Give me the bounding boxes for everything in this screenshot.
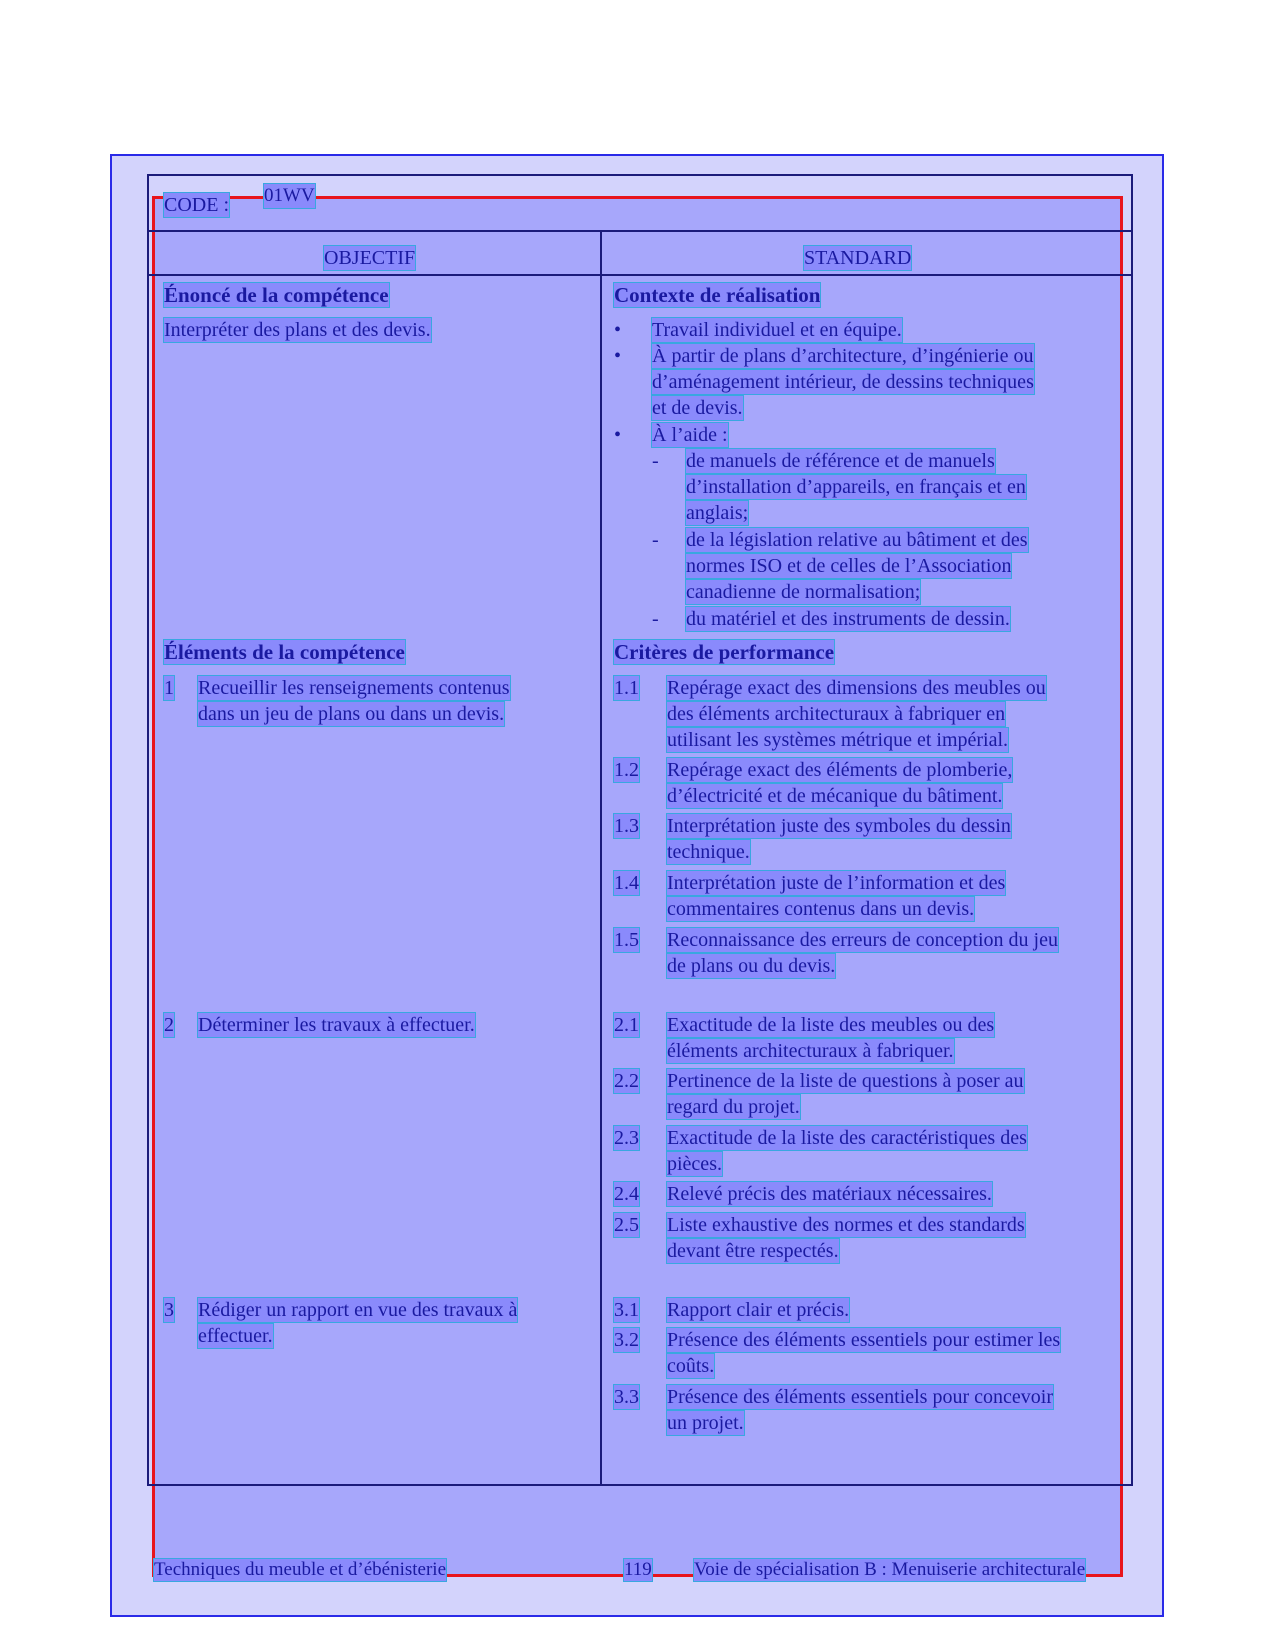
column-head-divider <box>147 274 1133 276</box>
criterion-text: Relevé précis des matériaux nécessaires. <box>667 1183 992 1205</box>
competence-text: Interpréter des plans et des devis. <box>164 319 431 341</box>
criterion-number: 1.3 <box>614 815 639 837</box>
criterion-number: 1.1 <box>614 677 639 699</box>
criterion-text: Présence des éléments essentiels pour estimer les <box>667 1329 1061 1351</box>
dash-icon: - <box>652 450 659 472</box>
criterion-number: 3.3 <box>614 1386 639 1408</box>
criterion-number: 1.4 <box>614 872 639 894</box>
bullet-icon: • <box>614 319 622 341</box>
criterion-number: 2.3 <box>614 1127 639 1149</box>
footer-page-number: 119 <box>624 1559 652 1580</box>
context-subitem: normes ISO et de celles de l’Association <box>686 555 1012 577</box>
criterion-number: 3.1 <box>614 1299 639 1321</box>
context-item: À l’aide : <box>652 424 728 446</box>
dash-icon: - <box>652 608 659 630</box>
criterion-text: éléments architecturaux à fabriquer. <box>667 1040 954 1062</box>
bullet-icon: • <box>614 345 622 367</box>
criterion-text: Repérage exact des éléments de plomberie, <box>667 759 1013 781</box>
context-item: À partir de plans d’architecture, d’ingénierie ou <box>652 345 1034 367</box>
element-text: dans un jeu de plans ou dans un devis. <box>198 703 505 725</box>
criterion-text: Interprétation juste de l’information et des <box>667 872 1006 894</box>
criterion-text: Rapport clair et précis. <box>667 1299 850 1321</box>
dash-icon: - <box>652 529 659 551</box>
criterion-text: Interprétation juste des symboles du dessin <box>667 815 1011 837</box>
criterion-text: regard du projet. <box>667 1096 800 1118</box>
element-number: 1 <box>164 677 174 699</box>
criterion-number: 2.4 <box>614 1183 639 1205</box>
header-divider <box>147 230 1133 232</box>
criterion-text: des éléments architecturaux à fabriquer en <box>667 703 1006 725</box>
column-heading-objectif: OBJECTIF <box>324 247 416 269</box>
context-subitem: de manuels de référence et de manuels <box>686 450 995 472</box>
code-label: CODE : <box>164 194 229 216</box>
criterion-text: commentaires contenus dans un devis. <box>667 898 975 920</box>
criterion-text: Présence des éléments essentiels pour concevoir <box>667 1386 1053 1408</box>
criterion-text: un projet. <box>667 1412 744 1434</box>
context-title: Contexte de réalisation <box>614 283 821 307</box>
footer-program: Techniques du meuble et d’ébénisterie <box>154 1559 447 1580</box>
criterion-text: coûts. <box>667 1355 715 1377</box>
criterion-text: de plans ou du devis. <box>667 955 836 977</box>
criterion-text: Reconnaissance des erreurs de conception du jeu <box>667 929 1058 951</box>
context-item: d’aménagement intérieur, de dessins techniques <box>652 371 1034 393</box>
criterion-text: Exactitude de la liste des meubles ou des <box>667 1014 995 1036</box>
criterion-text: utilisant les systèmes métrique et impérial. <box>667 729 1009 751</box>
context-subitem: du matériel et des instruments de dessin. <box>686 608 1010 630</box>
criterion-text: Repérage exact des dimensions des meubles ou <box>667 677 1046 699</box>
criterion-number: 1.5 <box>614 929 639 951</box>
criterion-text: Exactitude de la liste des caractéristiques des <box>667 1127 1027 1149</box>
element-text: Recueillir les renseignements contenus <box>198 677 510 699</box>
criteria-title: Critères de performance <box>614 640 835 664</box>
column-heading-standard: STANDARD <box>804 247 912 269</box>
context-subitem: canadienne de normalisation; <box>686 581 921 603</box>
element-text: Rédiger un rapport en vue des travaux à <box>198 1299 518 1321</box>
criterion-number: 1.2 <box>614 759 639 781</box>
element-text: Déterminer les travaux à effectuer. <box>198 1014 475 1036</box>
competence-title: Énoncé de la compétence <box>164 283 389 307</box>
criterion-text: Liste exhaustive des normes et des standards <box>667 1214 1025 1236</box>
criterion-number: 2.1 <box>614 1014 639 1036</box>
criterion-number: 2.2 <box>614 1070 639 1092</box>
context-subitem: d’installation d’appareils, en français et en <box>686 476 1026 498</box>
context-item: et de devis. <box>652 397 743 419</box>
criterion-number: 3.2 <box>614 1329 639 1351</box>
code-value: 01WV <box>264 185 315 206</box>
context-subitem: anglais; <box>686 502 749 524</box>
elements-title: Éléments de la compétence <box>164 640 405 664</box>
criterion-text: Pertinence de la liste de questions à poser au <box>667 1070 1024 1092</box>
context-item: Travail individuel et en équipe. <box>652 319 902 341</box>
element-number: 2 <box>164 1014 174 1036</box>
criterion-text: d’électricité et de mécanique du bâtiment. <box>667 785 1003 807</box>
criterion-text: technique. <box>667 841 750 863</box>
element-number: 3 <box>164 1299 174 1321</box>
criterion-text: devant être respectés. <box>667 1240 839 1262</box>
context-subitem: de la législation relative au bâtiment et des <box>686 529 1028 551</box>
criterion-number: 2.5 <box>614 1214 639 1236</box>
footer-specialisation: Voie de spécialisation B : Menuiserie architecturale <box>694 1559 1086 1580</box>
bullet-icon: • <box>614 424 622 446</box>
column-divider <box>600 230 602 1486</box>
criterion-text: pièces. <box>667 1153 722 1175</box>
element-text: effectuer. <box>198 1325 273 1347</box>
